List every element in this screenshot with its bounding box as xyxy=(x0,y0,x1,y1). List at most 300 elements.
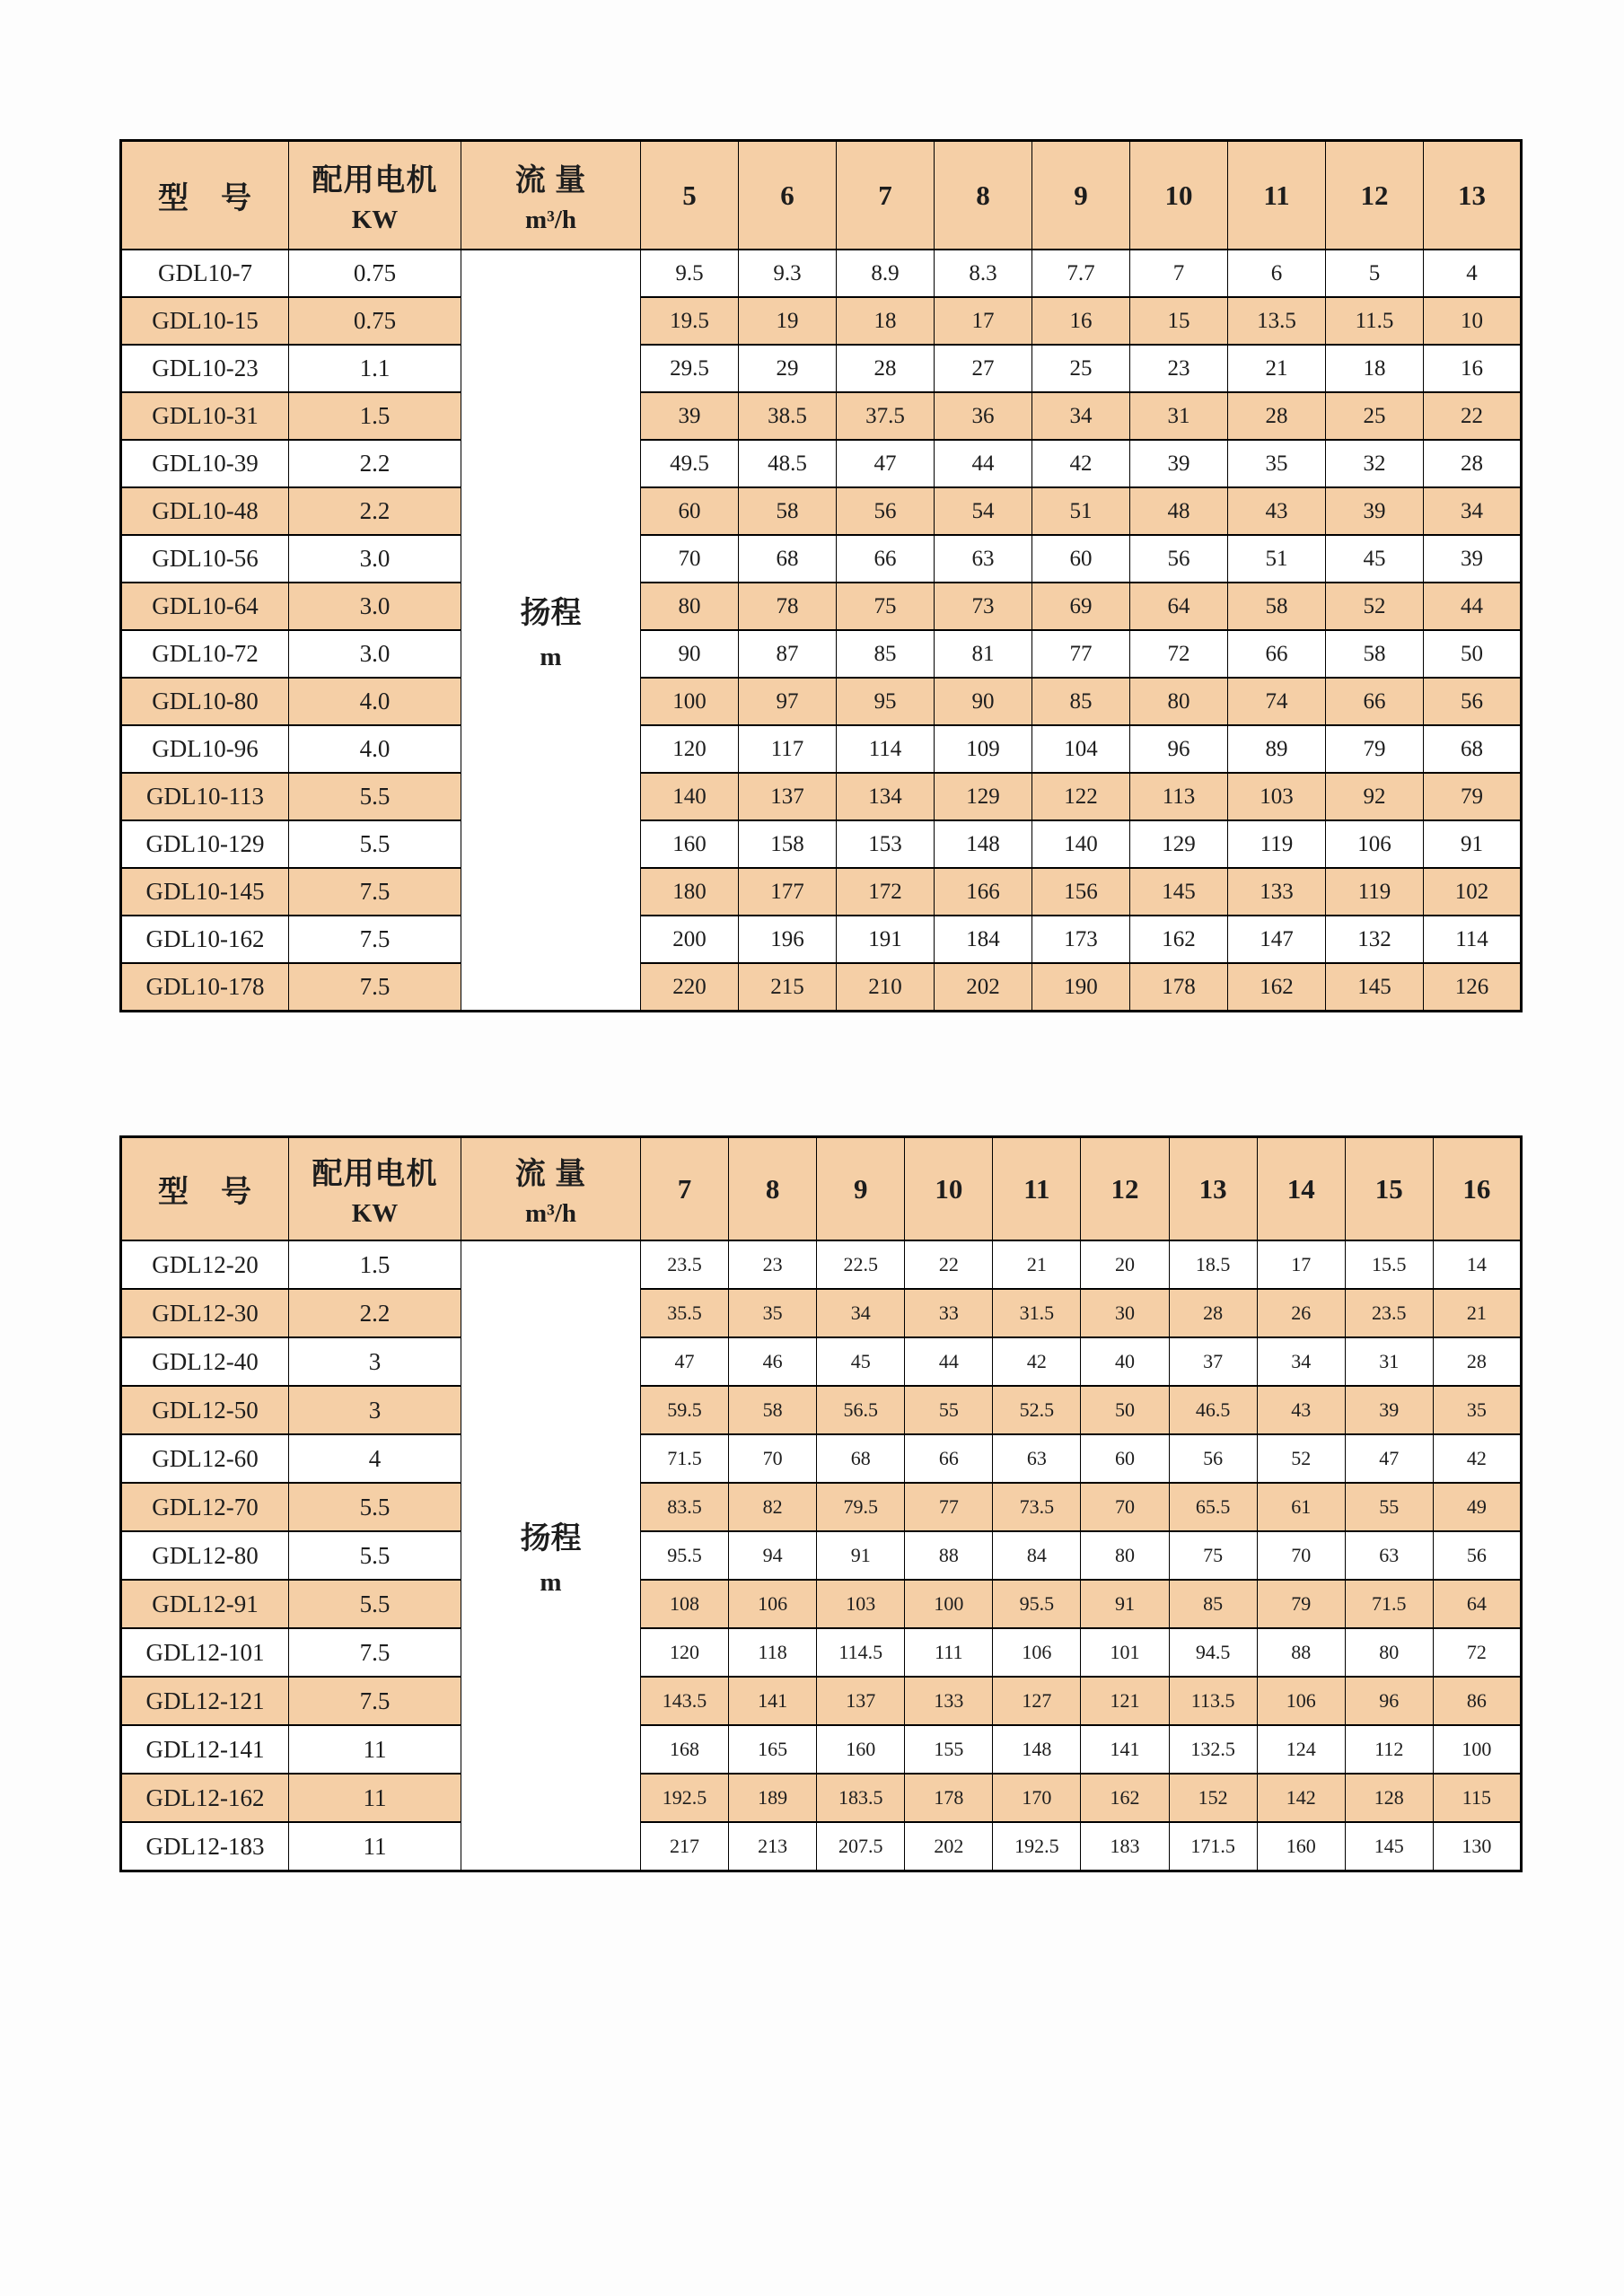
head-value-cell: 166 xyxy=(935,868,1032,916)
head-value-cell: 52 xyxy=(1326,583,1424,630)
head-value-cell: 70 xyxy=(641,535,739,583)
head-value-cell: 120 xyxy=(641,725,739,773)
head-value-cell: 102 xyxy=(1424,868,1522,916)
head-value-cell: 46.5 xyxy=(1169,1386,1257,1434)
model-cell: GDL10-162 xyxy=(121,916,289,963)
head-span-cell xyxy=(461,250,641,1012)
head-value-cell: 117 xyxy=(739,725,837,773)
head-value-cell: 90 xyxy=(935,678,1032,725)
model-cell: GDL10-15 xyxy=(121,297,289,345)
head-value-cell: 104 xyxy=(1032,725,1130,773)
model-cell: GDL12-183 xyxy=(121,1822,289,1871)
head-value-cell: 152 xyxy=(1169,1774,1257,1822)
head-value-cell: 129 xyxy=(1130,820,1228,868)
motor-kw-cell: 7.5 xyxy=(289,1677,461,1725)
motor-kw-cell: 5.5 xyxy=(289,773,461,820)
head-value-cell: 4 xyxy=(1424,250,1522,297)
head-value-cell: 50 xyxy=(1081,1386,1169,1434)
motor-kw-cell: 5.5 xyxy=(289,1580,461,1628)
head-value-cell: 8.3 xyxy=(935,250,1032,297)
model-column-header xyxy=(121,141,289,250)
head-value-cell: 42 xyxy=(993,1337,1081,1386)
head-value-cell: 162 xyxy=(1081,1774,1169,1822)
head-value-cell: 160 xyxy=(641,820,739,868)
head-value-cell: 70 xyxy=(1081,1483,1169,1531)
head-value-cell: 70 xyxy=(1257,1531,1345,1580)
head-value-cell: 58 xyxy=(739,487,837,535)
head-value-cell: 171.5 xyxy=(1169,1822,1257,1871)
head-value-cell: 43 xyxy=(1257,1386,1345,1434)
table-row xyxy=(121,868,1522,916)
head-value-cell: 96 xyxy=(1345,1677,1433,1725)
head-value-cell: 50 xyxy=(1424,630,1522,678)
head-value-cell: 75 xyxy=(1169,1531,1257,1580)
head-value-cell: 21 xyxy=(1433,1289,1521,1337)
head-value-cell: 25 xyxy=(1032,345,1130,392)
head-value-cell: 56.5 xyxy=(817,1386,905,1434)
head-value-cell: 64 xyxy=(1433,1580,1521,1628)
head-value-cell: 114 xyxy=(837,725,935,773)
motor-kw-cell: 11 xyxy=(289,1822,461,1871)
head-value-cell: 91 xyxy=(1081,1580,1169,1628)
flow-value-column-header: 7 xyxy=(641,1137,729,1241)
head-value-cell: 88 xyxy=(1257,1628,1345,1677)
model-cell: GDL10-23 xyxy=(121,345,289,392)
head-value-cell: 37 xyxy=(1169,1337,1257,1386)
head-value-cell: 95.5 xyxy=(641,1531,729,1580)
head-value-cell: 56 xyxy=(1433,1531,1521,1580)
flow-value-column-header: 13 xyxy=(1169,1137,1257,1241)
model-cell: GDL12-121 xyxy=(121,1677,289,1725)
head-value-cell: 22.5 xyxy=(817,1240,905,1289)
head-value-cell: 23.5 xyxy=(641,1240,729,1289)
table-row xyxy=(121,1483,1522,1531)
flow-value-column-header: 16 xyxy=(1433,1137,1521,1241)
head-value-cell: 84 xyxy=(993,1531,1081,1580)
head-value-cell: 120 xyxy=(641,1628,729,1677)
table-row xyxy=(121,345,1522,392)
head-value-cell: 115 xyxy=(1433,1774,1521,1822)
head-value-cell: 108 xyxy=(641,1580,729,1628)
head-value-cell: 75 xyxy=(837,583,935,630)
flow-value-column-header: 12 xyxy=(1081,1137,1169,1241)
head-value-cell: 63 xyxy=(1345,1531,1433,1580)
head-value-cell: 213 xyxy=(729,1822,817,1871)
head-value-cell: 142 xyxy=(1257,1774,1345,1822)
model-column-header xyxy=(121,1137,289,1241)
head-value-cell: 183 xyxy=(1081,1822,1169,1871)
head-value-cell: 42 xyxy=(1433,1434,1521,1483)
head-value-cell: 47 xyxy=(1345,1434,1433,1483)
head-value-cell: 17 xyxy=(1257,1240,1345,1289)
head-value-cell: 145 xyxy=(1130,868,1228,916)
head-value-cell: 56 xyxy=(1130,535,1228,583)
head-value-cell: 183.5 xyxy=(817,1774,905,1822)
head-value-cell: 59.5 xyxy=(641,1386,729,1434)
model-cell: GDL10-96 xyxy=(121,725,289,773)
head-value-cell: 45 xyxy=(817,1337,905,1386)
flow-value-column-header: 13 xyxy=(1424,141,1522,250)
motor-kw-cell: 2.2 xyxy=(289,440,461,487)
head-value-cell: 207.5 xyxy=(817,1822,905,1871)
model-cell: GDL12-70 xyxy=(121,1483,289,1531)
head-value-cell: 143.5 xyxy=(641,1677,729,1725)
head-value-cell: 210 xyxy=(837,963,935,1012)
head-value-cell: 170 xyxy=(993,1774,1081,1822)
head-value-cell: 103 xyxy=(1228,773,1326,820)
table-header-row xyxy=(121,141,1522,250)
table-row xyxy=(121,1774,1522,1822)
head-value-cell: 112 xyxy=(1345,1725,1433,1774)
head-value-cell: 100 xyxy=(641,678,739,725)
head-value-cell: 63 xyxy=(935,535,1032,583)
head-value-cell: 97 xyxy=(739,678,837,725)
motor-kw-cell: 7.5 xyxy=(289,963,461,1012)
flow-value-column-header: 12 xyxy=(1326,141,1424,250)
model-cell: GDL12-20 xyxy=(121,1240,289,1289)
model-cell: GDL12-91 xyxy=(121,1580,289,1628)
table-row xyxy=(121,440,1522,487)
head-value-cell: 114.5 xyxy=(817,1628,905,1677)
flow-value-column-header: 14 xyxy=(1257,1137,1345,1241)
head-value-cell: 22 xyxy=(905,1240,993,1289)
table-row xyxy=(121,1677,1522,1725)
head-value-cell: 155 xyxy=(905,1725,993,1774)
head-value-cell: 109 xyxy=(935,725,1032,773)
motor-kw-cell: 3 xyxy=(289,1386,461,1434)
head-value-cell: 68 xyxy=(1424,725,1522,773)
motor-kw-cell: 11 xyxy=(289,1725,461,1774)
table-row xyxy=(121,250,1522,297)
head-value-cell: 140 xyxy=(641,773,739,820)
head-value-cell: 71.5 xyxy=(641,1434,729,1483)
head-value-cell: 21 xyxy=(1228,345,1326,392)
head-value-cell: 106 xyxy=(1326,820,1424,868)
head-value-cell: 137 xyxy=(739,773,837,820)
table-row xyxy=(121,1386,1522,1434)
head-value-cell: 34 xyxy=(817,1289,905,1337)
head-value-cell: 48 xyxy=(1130,487,1228,535)
head-value-cell: 28 xyxy=(1228,392,1326,440)
head-value-cell: 121 xyxy=(1081,1677,1169,1725)
model-cell: GDL10-31 xyxy=(121,392,289,440)
motor-kw-cell: 7.5 xyxy=(289,1628,461,1677)
head-value-cell: 7 xyxy=(1130,250,1228,297)
head-value-cell: 80 xyxy=(1345,1628,1433,1677)
head-value-cell: 9.3 xyxy=(739,250,837,297)
model-cell: GDL10-145 xyxy=(121,868,289,916)
head-value-cell: 28 xyxy=(1169,1289,1257,1337)
motor-kw-cell: 0.75 xyxy=(289,250,461,297)
head-value-cell: 56 xyxy=(1169,1434,1257,1483)
motor-kw-cell: 5.5 xyxy=(289,820,461,868)
head-value-cell: 23 xyxy=(1130,345,1228,392)
head-value-cell: 39 xyxy=(1345,1386,1433,1434)
head-value-cell: 140 xyxy=(1032,820,1130,868)
table-row xyxy=(121,487,1522,535)
head-value-cell: 51 xyxy=(1228,535,1326,583)
motor-kw-cell: 0.75 xyxy=(289,297,461,345)
head-value-cell: 33 xyxy=(905,1289,993,1337)
head-value-cell: 48.5 xyxy=(739,440,837,487)
head-value-cell: 88 xyxy=(905,1531,993,1580)
head-value-cell: 92 xyxy=(1326,773,1424,820)
head-label: 扬程 xyxy=(520,1522,582,1555)
head-value-cell: 101 xyxy=(1081,1628,1169,1677)
head-value-cell: 18.5 xyxy=(1169,1240,1257,1289)
head-value-cell: 126 xyxy=(1424,963,1522,1012)
head-value-cell: 19 xyxy=(739,297,837,345)
head-value-cell: 16 xyxy=(1424,345,1522,392)
head-value-cell: 10 xyxy=(1424,297,1522,345)
head-value-cell: 39 xyxy=(1326,487,1424,535)
table-row xyxy=(121,1628,1522,1677)
head-value-cell: 70 xyxy=(729,1434,817,1483)
head-value-cell: 132.5 xyxy=(1169,1725,1257,1774)
head-value-cell: 19.5 xyxy=(641,297,739,345)
head-value-cell: 28 xyxy=(837,345,935,392)
head-value-cell: 111 xyxy=(905,1628,993,1677)
head-value-cell: 180 xyxy=(641,868,739,916)
flow-value-column-header: 15 xyxy=(1345,1137,1433,1241)
flow-rate-column-header xyxy=(461,1137,641,1241)
head-value-cell: 28 xyxy=(1424,440,1522,487)
head-value-cell: 49.5 xyxy=(641,440,739,487)
table-row xyxy=(121,1580,1522,1628)
head-value-cell: 91 xyxy=(817,1531,905,1580)
motor-kw-cell: 1.1 xyxy=(289,345,461,392)
motor-kw-cell: 3 xyxy=(289,1337,461,1386)
head-value-cell: 80 xyxy=(1081,1531,1169,1580)
model-cell: GDL10-178 xyxy=(121,963,289,1012)
head-value-cell: 87 xyxy=(739,630,837,678)
head-value-cell: 95 xyxy=(837,678,935,725)
table-header-row xyxy=(121,1137,1522,1241)
model-cell: GDL12-30 xyxy=(121,1289,289,1337)
flow-header-unit: m³/h xyxy=(524,1199,577,1228)
flow-value-column-header: 7 xyxy=(837,141,935,250)
gdl10-spec-table xyxy=(119,139,1523,1012)
head-value-cell: 21 xyxy=(993,1240,1081,1289)
head-value-cell: 60 xyxy=(641,487,739,535)
model-cell: GDL10-72 xyxy=(121,630,289,678)
head-value-cell: 94.5 xyxy=(1169,1628,1257,1677)
head-value-cell: 191 xyxy=(837,916,935,963)
head-value-cell: 68 xyxy=(817,1434,905,1483)
table-row xyxy=(121,1725,1522,1774)
head-value-cell: 73 xyxy=(935,583,1032,630)
head-value-cell: 46 xyxy=(729,1337,817,1386)
head-value-cell: 77 xyxy=(905,1483,993,1531)
head-value-cell: 217 xyxy=(641,1822,729,1871)
head-label: 扬程 xyxy=(520,597,582,630)
head-value-cell: 69 xyxy=(1032,583,1130,630)
head-value-cell: 103 xyxy=(817,1580,905,1628)
head-value-cell: 220 xyxy=(641,963,739,1012)
motor-header-label: 配用电机 xyxy=(312,164,438,197)
head-value-cell: 148 xyxy=(993,1725,1081,1774)
head-value-cell: 158 xyxy=(739,820,837,868)
head-value-cell: 160 xyxy=(817,1725,905,1774)
head-value-cell: 31 xyxy=(1130,392,1228,440)
table-row xyxy=(121,820,1522,868)
motor-kw-cell: 1.5 xyxy=(289,1240,461,1289)
head-value-cell: 5 xyxy=(1326,250,1424,297)
head-value-cell: 79.5 xyxy=(817,1483,905,1531)
flow-value-column-header: 8 xyxy=(729,1137,817,1241)
head-value-cell: 95.5 xyxy=(993,1580,1081,1628)
model-cell: GDL10-80 xyxy=(121,678,289,725)
head-value-cell: 78 xyxy=(739,583,837,630)
head-value-cell: 29 xyxy=(739,345,837,392)
motor-kw-cell: 3.0 xyxy=(289,583,461,630)
head-value-cell: 43 xyxy=(1228,487,1326,535)
head-value-cell: 141 xyxy=(1081,1725,1169,1774)
head-value-cell: 106 xyxy=(1257,1677,1345,1725)
table-row xyxy=(121,963,1522,1012)
table-row xyxy=(121,1434,1522,1483)
head-value-cell: 34 xyxy=(1032,392,1130,440)
head-value-cell: 153 xyxy=(837,820,935,868)
head-value-cell: 14 xyxy=(1433,1240,1521,1289)
head-value-cell: 128 xyxy=(1345,1774,1433,1822)
head-value-cell: 85 xyxy=(837,630,935,678)
head-value-cell: 15 xyxy=(1130,297,1228,345)
head-value-cell: 73.5 xyxy=(993,1483,1081,1531)
model-cell: GDL12-141 xyxy=(121,1725,289,1774)
head-value-cell: 129 xyxy=(935,773,1032,820)
head-value-cell: 40 xyxy=(1081,1337,1169,1386)
head-value-cell: 61 xyxy=(1257,1483,1345,1531)
table-row xyxy=(121,297,1522,345)
head-value-cell: 124 xyxy=(1257,1725,1345,1774)
head-value-cell: 17 xyxy=(935,297,1032,345)
head-value-cell: 119 xyxy=(1326,868,1424,916)
flow-value-column-header: 10 xyxy=(1130,141,1228,250)
head-value-cell: 147 xyxy=(1228,916,1326,963)
head-value-cell: 8.9 xyxy=(837,250,935,297)
flow-header-label: 流 量 xyxy=(514,164,587,197)
head-value-cell: 66 xyxy=(837,535,935,583)
head-value-cell: 113.5 xyxy=(1169,1677,1257,1725)
head-value-cell: 34 xyxy=(1257,1337,1345,1386)
head-value-cell: 177 xyxy=(739,868,837,916)
head-value-cell: 89 xyxy=(1228,725,1326,773)
head-value-cell: 162 xyxy=(1228,963,1326,1012)
head-value-cell: 71.5 xyxy=(1345,1580,1433,1628)
head-value-cell: 58 xyxy=(729,1386,817,1434)
head-value-cell: 55 xyxy=(905,1386,993,1434)
model-cell: GDL10-7 xyxy=(121,250,289,297)
head-value-cell: 38.5 xyxy=(739,392,837,440)
head-value-cell: 133 xyxy=(1228,868,1326,916)
head-value-cell: 31.5 xyxy=(993,1289,1081,1337)
head-value-cell: 18 xyxy=(1326,345,1424,392)
head-value-cell: 85 xyxy=(1032,678,1130,725)
head-value-cell: 55 xyxy=(1345,1483,1433,1531)
head-value-cell: 34 xyxy=(1424,487,1522,535)
head-value-cell: 64 xyxy=(1130,583,1228,630)
model-cell: GDL10-39 xyxy=(121,440,289,487)
head-value-cell: 145 xyxy=(1345,1822,1433,1871)
head-value-cell: 44 xyxy=(1424,583,1522,630)
head-value-cell: 72 xyxy=(1130,630,1228,678)
head-value-cell: 66 xyxy=(1228,630,1326,678)
head-value-cell: 29.5 xyxy=(641,345,739,392)
motor-kw-cell: 4.0 xyxy=(289,725,461,773)
head-value-cell: 60 xyxy=(1032,535,1130,583)
model-cell: GDL10-113 xyxy=(121,773,289,820)
flow-header-label: 流 量 xyxy=(514,1158,587,1191)
flow-value-column-header: 11 xyxy=(993,1137,1081,1241)
head-value-cell: 81 xyxy=(935,630,1032,678)
head-value-cell: 45 xyxy=(1326,535,1424,583)
table-row xyxy=(121,1337,1522,1386)
head-value-cell: 56 xyxy=(837,487,935,535)
head-value-cell: 56 xyxy=(1424,678,1522,725)
head-value-cell: 25 xyxy=(1326,392,1424,440)
motor-kw-cell: 7.5 xyxy=(289,868,461,916)
table-row xyxy=(121,535,1522,583)
model-cell: GDL10-56 xyxy=(121,535,289,583)
model-cell: GDL10-129 xyxy=(121,820,289,868)
head-value-cell: 202 xyxy=(905,1822,993,1871)
head-value-cell: 85 xyxy=(1169,1580,1257,1628)
head-value-cell: 156 xyxy=(1032,868,1130,916)
table-row xyxy=(121,392,1522,440)
head-value-cell: 31 xyxy=(1345,1337,1433,1386)
flow-rate-column-header xyxy=(461,141,641,250)
head-value-cell: 52.5 xyxy=(993,1386,1081,1434)
head-value-cell: 11.5 xyxy=(1326,297,1424,345)
motor-kw-cell: 4 xyxy=(289,1434,461,1483)
head-value-cell: 168 xyxy=(641,1725,729,1774)
motor-kw-cell: 5.5 xyxy=(289,1531,461,1580)
head-unit: m xyxy=(540,643,562,671)
model-cell: GDL12-60 xyxy=(121,1434,289,1483)
motor-power-column-header xyxy=(289,1137,461,1241)
head-value-cell: 52 xyxy=(1257,1434,1345,1483)
head-value-cell: 16 xyxy=(1032,297,1130,345)
head-value-cell: 13.5 xyxy=(1228,297,1326,345)
head-value-cell: 42 xyxy=(1032,440,1130,487)
head-value-cell: 172 xyxy=(837,868,935,916)
flow-value-column-header: 5 xyxy=(641,141,739,250)
motor-kw-cell: 11 xyxy=(289,1774,461,1822)
table-row xyxy=(121,1240,1522,1289)
head-value-cell: 189 xyxy=(729,1774,817,1822)
flow-value-column-header: 9 xyxy=(817,1137,905,1241)
head-value-cell: 160 xyxy=(1257,1822,1345,1871)
motor-kw-cell: 7.5 xyxy=(289,916,461,963)
model-cell: GDL12-80 xyxy=(121,1531,289,1580)
head-value-cell: 190 xyxy=(1032,963,1130,1012)
head-value-cell: 6 xyxy=(1228,250,1326,297)
head-value-cell: 7.7 xyxy=(1032,250,1130,297)
head-value-cell: 35 xyxy=(729,1289,817,1337)
head-value-cell: 137 xyxy=(817,1677,905,1725)
table-row xyxy=(121,1531,1522,1580)
head-value-cell: 165 xyxy=(729,1725,817,1774)
head-value-cell: 74 xyxy=(1228,678,1326,725)
head-value-cell: 68 xyxy=(739,535,837,583)
head-value-cell: 145 xyxy=(1326,963,1424,1012)
head-value-cell: 39 xyxy=(1424,535,1522,583)
head-value-cell: 82 xyxy=(729,1483,817,1531)
head-value-cell: 44 xyxy=(905,1337,993,1386)
head-value-cell: 39 xyxy=(1130,440,1228,487)
flow-value-column-header: 10 xyxy=(905,1137,993,1241)
